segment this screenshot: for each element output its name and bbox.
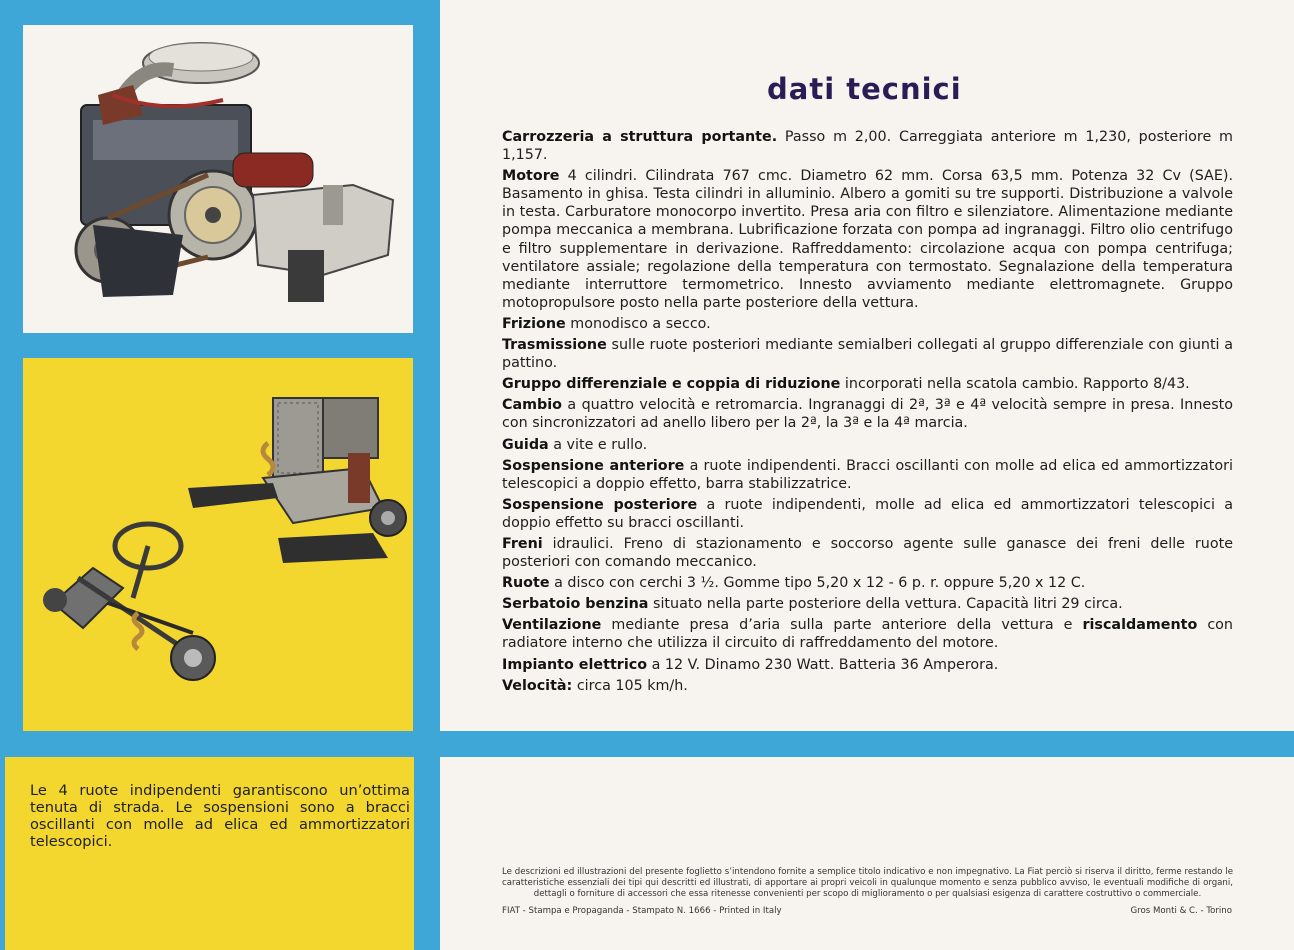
spec-text: incorporati nella scatola cambio. Rapporto 8/43. <box>840 376 1190 393</box>
spec-label: Motore <box>502 168 560 185</box>
caption-panel <box>5 757 414 950</box>
spec-text: a 12 V. Dinamo 230 Watt. Batteria 36 Amperora. <box>647 656 999 673</box>
spec-label: Frizione <box>502 315 566 332</box>
spec-label: Ruote <box>502 575 550 592</box>
spec-item <box>502 656 1233 674</box>
spec-label: Serbatoio benzina <box>502 596 649 613</box>
spec-text: a quattro velocità e retromarcia. Ingranaggi di 2ª, 3ª e 4ª velocità sempre in presa. Innesto con sincronizzatori ad anello libero per la 2ª, la 3ª e la 4ª marcia. <box>502 397 1233 432</box>
spec-text: situato nella parte posteriore della vettura. Capacità litri 29 circa. <box>648 596 1123 613</box>
spec-item <box>502 128 1233 164</box>
spec-text: a ruote indipendenti, molle ad elica ed ammortizzatori telescopici a doppio effetto su bracci oscillanti. <box>502 496 1233 531</box>
spec-text: Passo m 2,00. Carreggiata anteriore m 1,230, posteriore m 1,157. <box>502 129 1233 164</box>
spec-item <box>502 375 1233 393</box>
spec-text: sulle ruote posteriori mediante semialberi collegati al gruppo differenziale con giunti a pattino. <box>502 337 1233 372</box>
spec-text: a ruote indipendenti. Bracci oscillanti con molle ad elica ed ammortizzatori telescopici a doppio effetto, barra stabilizzatrice. <box>502 457 1233 492</box>
spec-item <box>502 167 1233 312</box>
spec-label: Guida <box>502 436 549 453</box>
engine-illustration-panel <box>23 25 413 333</box>
spec-label: Freni <box>502 535 543 552</box>
spec-text: idraulici. Freno di stazionamento e soccorso agente sulle ganasce dei freni delle ruote posteriori con comando meccanico. <box>502 535 1233 571</box>
spec-label: Gruppo differenziale e coppia di riduzione <box>502 376 841 393</box>
spec-label: Carrozzeria a struttura portante. <box>502 129 778 145</box>
page-title: dati tecnici <box>767 72 962 106</box>
suspension-illustration <box>23 358 413 731</box>
spec-label: Velocità: <box>502 677 573 694</box>
spec-item <box>502 616 1233 652</box>
spec-item <box>502 336 1233 372</box>
spec-item <box>502 574 1233 592</box>
spec-item <box>502 315 1233 333</box>
spec-text: monodisco a secco. <box>565 315 711 332</box>
spec-item <box>502 457 1233 493</box>
footer-panel <box>440 757 1294 950</box>
spec-text: a disco con cerchi 3 ½. Gomme tipo 5,20 x 12 - 6 p. r. oppure 5,20 x 12 C. <box>549 575 1086 592</box>
printer-imprint: Gros Monti & C. - Torino <box>1130 906 1232 916</box>
suspension-illustration-panel <box>23 358 413 731</box>
spec-text: mediante presa d’aria sulla parte anteriore della vettura e <box>601 617 1083 634</box>
spec-label: Ventilazione <box>502 617 602 634</box>
spec-item <box>502 496 1233 532</box>
print-imprint: FIAT - Stampa e Propaganda - Stampato N. 1666 - Printed in Italy <box>502 906 782 916</box>
spec-label: riscaldamento <box>1082 617 1198 634</box>
spec-label: Sospensione posteriore <box>502 496 698 513</box>
spec-text: 4 cilindri. Cilindrata 767 cmc. Diametro 62 mm. Corsa 63,5 mm. Potenza 32 Cv (SAE). Basamento in ghisa. Testa cilindri in alluminio. Albero a gomiti su tre supporti. Distribuzione a valvole in testa. Carburatore monocorpo invertito. Presa aria con filtro e silenziatore. Alimentazione mediante pompa meccanica a membrana. Lubrificazione forzata con pompa ad ingranaggi. Filtro olio centrifugo e filtro supplementare in derivazione. Raffreddamento: circolazione acqua con pompa centrifuga; ventilatore assiale; regolazione della temperatura con termostato. Segnalazione della temperatura mediante interruttore termometrico. Innesto avviamento mediante elettromagnete. Gruppo motopropulsore posto nella parte posteriore della vettura. <box>502 168 1233 311</box>
spec-item <box>502 436 1233 454</box>
spec-item <box>502 535 1233 571</box>
spec-item <box>502 595 1233 613</box>
spec-text: circa 105 km/h. <box>572 677 688 694</box>
spec-item <box>502 677 1233 695</box>
spec-label: Sospensione anteriore <box>502 457 685 474</box>
spec-label: Impianto elettrico <box>502 656 648 673</box>
spec-label: Trasmissione <box>502 337 607 354</box>
spec-item <box>502 396 1233 432</box>
spec-text: con radiatore interno che utilizza il circuito di raffreddamento del motore. <box>502 617 1233 652</box>
spec-text: a vite e rullo. <box>548 436 648 453</box>
spec-label: Cambio <box>502 397 562 414</box>
legal-disclaimer: Le descrizioni ed illustrazioni del presente foglietto s’intendono fornite a semplice titolo indicativo e non impegnativo. La Fiat perciò si riserva il diritto, ferme restando le caratteristiche essenziali dei tipi qui descritti ed illustrati, di apportare ai propri veicoli in qualunque momento e senza pubblico avviso, le eventuali modifiche di organi, dettagli o forniture di accessori che essa ritenesse convenienti per scopo di miglioramento o per qualsiasi esigenza di carattere costruttivo o commerciale. <box>502 866 1233 899</box>
suspension-caption: Le 4 ruote indipendenti garantiscono un’ottima tenuta di strada. Le sospensioni sono a bracci oscillanti con molle ad elica ed ammortizzatori telescopici. <box>30 781 410 850</box>
technical-data-panel <box>440 0 1294 731</box>
spec-list <box>502 128 1233 698</box>
engine-illustration <box>23 25 413 333</box>
